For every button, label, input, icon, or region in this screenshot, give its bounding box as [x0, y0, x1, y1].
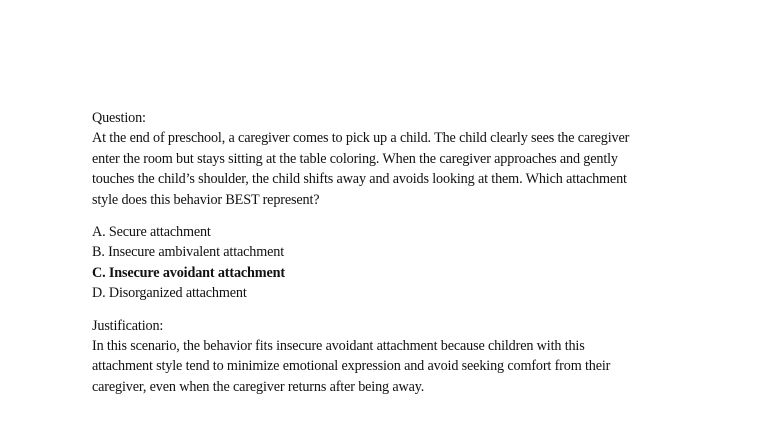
justification-text-line: attachment style tend to minimize emotional expression and avoid seeking comfort from their: [92, 358, 611, 375]
section-spacer: [92, 304, 732, 316]
justification-text-line: caregiver, even when the caregiver returns after being away.: [92, 378, 425, 395]
section-spacer: [92, 210, 732, 222]
justification-text-line: In this scenario, the behavior fits insecure avoidant attachment because children with this: [92, 338, 585, 355]
document-body: [92, 108, 732, 397]
option-a: A. Secure attachment: [92, 224, 211, 241]
answer-options: [92, 222, 732, 304]
option-b: B. Insecure ambivalent attachment: [92, 244, 285, 261]
option-c-correct: C. Insecure avoidant attachment: [92, 264, 285, 281]
question-section: [92, 108, 732, 210]
justification-section: [92, 316, 732, 398]
option-d: D. Disorganized attachment: [92, 285, 247, 302]
question-label: Question:: [92, 110, 146, 126]
question-text-line: enter the room but stays sitting at the table coloring. When the caregiver approaches and gently: [92, 150, 618, 167]
question-text-line: touches the child’s shoulder, the child shifts away and avoids looking at them. Which attachment: [92, 171, 627, 188]
question-text-line: At the end of preschool, a caregiver comes to pick up a child. The child clearly sees the caregiver: [92, 130, 630, 147]
justification-label: Justification:: [92, 317, 164, 334]
question-text-line: style does this behavior BEST represent?: [92, 191, 320, 208]
